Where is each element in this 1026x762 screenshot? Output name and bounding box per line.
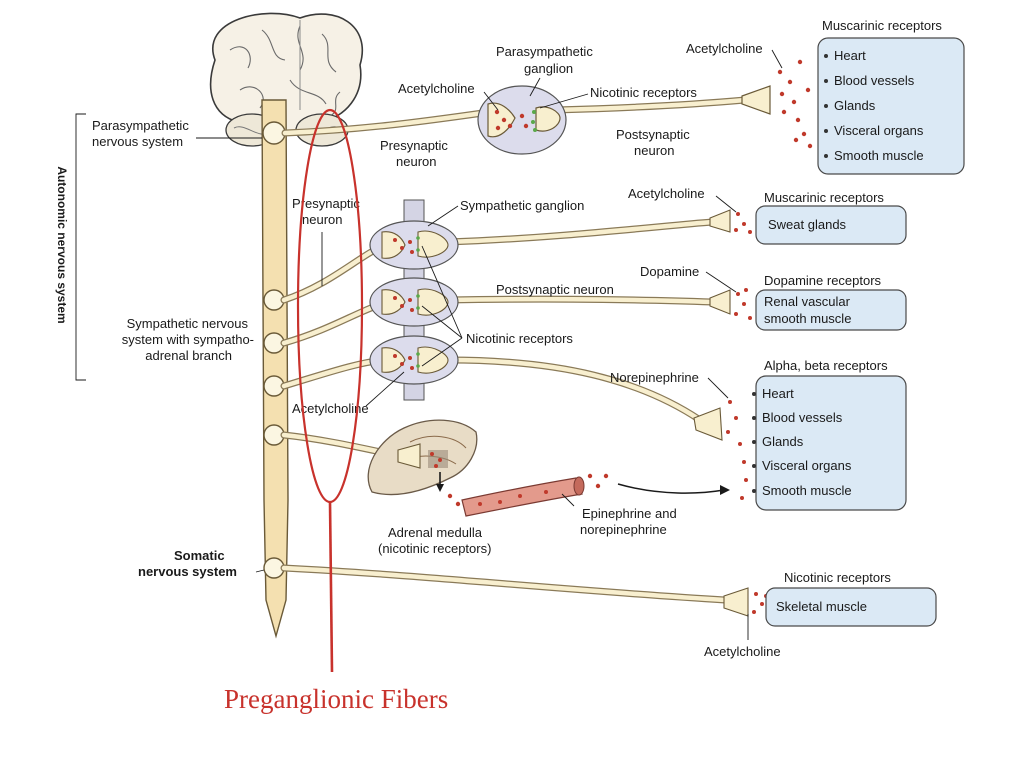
presynaptic-neuron-sym-label-line2: neuron	[302, 212, 343, 227]
parasympathetic-label-line1: Parasympathetic	[92, 118, 189, 133]
receptor-box-sweat	[756, 190, 906, 244]
acetylcholine-label-sym: Acetylcholine	[292, 401, 369, 416]
receptor-item: Smooth muscle	[762, 483, 852, 498]
receptor-item: Glands	[762, 434, 804, 449]
dopamine-terminal	[710, 288, 752, 320]
acetylcholine-label-sweat: Acetylcholine	[628, 186, 705, 201]
receptor-item: Visceral organs	[834, 123, 924, 138]
presynaptic-neuron-label-line2: neuron	[396, 154, 437, 169]
adrenal-medulla-label-line1: Adrenal medulla	[388, 525, 482, 540]
preganglionic-fibers-label: Preganglionic Fibers	[224, 684, 449, 714]
receptor-item: Renal vascular	[764, 294, 850, 309]
receptor-box-adrenergic	[752, 358, 906, 510]
receptor-box-header: Muscarinic receptors	[764, 190, 884, 205]
somatic-terminal	[724, 588, 768, 640]
receptor-box-header: Alpha, beta receptors	[764, 358, 888, 373]
acetylcholine-label-muscarinic: Acetylcholine	[686, 41, 763, 56]
parasympathetic-ganglion	[478, 86, 566, 154]
somatic-label-line2: nervous system	[138, 564, 237, 579]
norepinephrine-label: Norepinephrine	[610, 370, 699, 385]
presynaptic-neuron-label-line1: Presynaptic	[380, 138, 448, 153]
parasympathetic-ganglion-label-line1: Parasympathetic	[496, 44, 593, 59]
acetylcholine-label-somatic: Acetylcholine	[704, 644, 781, 659]
receptor-item: Visceral organs	[762, 458, 852, 473]
sympathetic-label-line2: system with sympatho-	[121, 332, 254, 347]
norepinephrine-terminal	[694, 400, 748, 500]
receptor-box-dopamine	[756, 273, 906, 330]
epinephrine-label-line2: norepinephrine	[580, 522, 667, 537]
spinal-cord	[262, 100, 288, 636]
postsynaptic-neuron-label-line2: neuron	[634, 143, 675, 158]
parasympathetic-ganglion-label-line2: ganglion	[524, 61, 574, 76]
receptor-item: Heart	[762, 386, 794, 401]
receptor-item: Smooth muscle	[834, 148, 924, 163]
sympathetic-label-line3: adrenal branch	[145, 348, 232, 363]
receptor-item: smooth muscle	[764, 311, 852, 326]
adrenal-medulla	[368, 420, 477, 506]
receptor-item: Skeletal muscle	[776, 599, 868, 614]
sympathetic-ganglion-label: Sympathetic ganglion	[460, 198, 585, 213]
sympathetic-label-line1: Sympathetic nervous	[126, 316, 248, 331]
dopamine-label: Dopamine	[640, 264, 700, 279]
epinephrine-label-line1: Epinephrine and	[582, 506, 677, 521]
receptor-item: Blood vessels	[834, 73, 915, 88]
receptor-item: Blood vessels	[762, 410, 843, 425]
nicotinic-receptors-label-sym: Nicotinic receptors	[466, 331, 573, 346]
adrenal-medulla-label-line2: (nicotinic receptors)	[378, 541, 492, 556]
receptor-item: Heart	[834, 48, 866, 63]
receptor-box-header: Dopamine receptors	[764, 273, 882, 288]
sweat-gland-terminal	[710, 210, 752, 234]
parasympathetic-label-line2: nervous system	[92, 134, 184, 149]
autonomic-bracket	[55, 114, 86, 380]
somatic-label-line1: Somatic	[174, 548, 225, 563]
autonomic-nervous-system-label: Autonomic nervous system	[55, 166, 69, 324]
receptor-item: Sweat glands	[768, 217, 847, 232]
sympathetic-ganglia-chain	[370, 200, 458, 400]
receptor-item: Glands	[834, 98, 876, 113]
acetylcholine-label-para: Acetylcholine	[398, 81, 475, 96]
parasympathetic-terminal	[742, 60, 812, 148]
postsynaptic-neuron-label: Postsynaptic neuron	[496, 282, 614, 297]
nicotinic-receptors-label-para: Nicotinic receptors	[590, 85, 697, 100]
receptor-box-somatic	[766, 570, 936, 626]
postsynaptic-neuron-label-line1: Postsynaptic	[616, 127, 690, 142]
presynaptic-neuron-sym-label-line1: Presynaptic	[292, 196, 360, 211]
receptor-box-header: Nicotinic receptors	[784, 570, 891, 585]
receptor-box-header: Muscarinic receptors	[822, 18, 942, 33]
receptor-box-parasympathetic	[818, 18, 964, 174]
